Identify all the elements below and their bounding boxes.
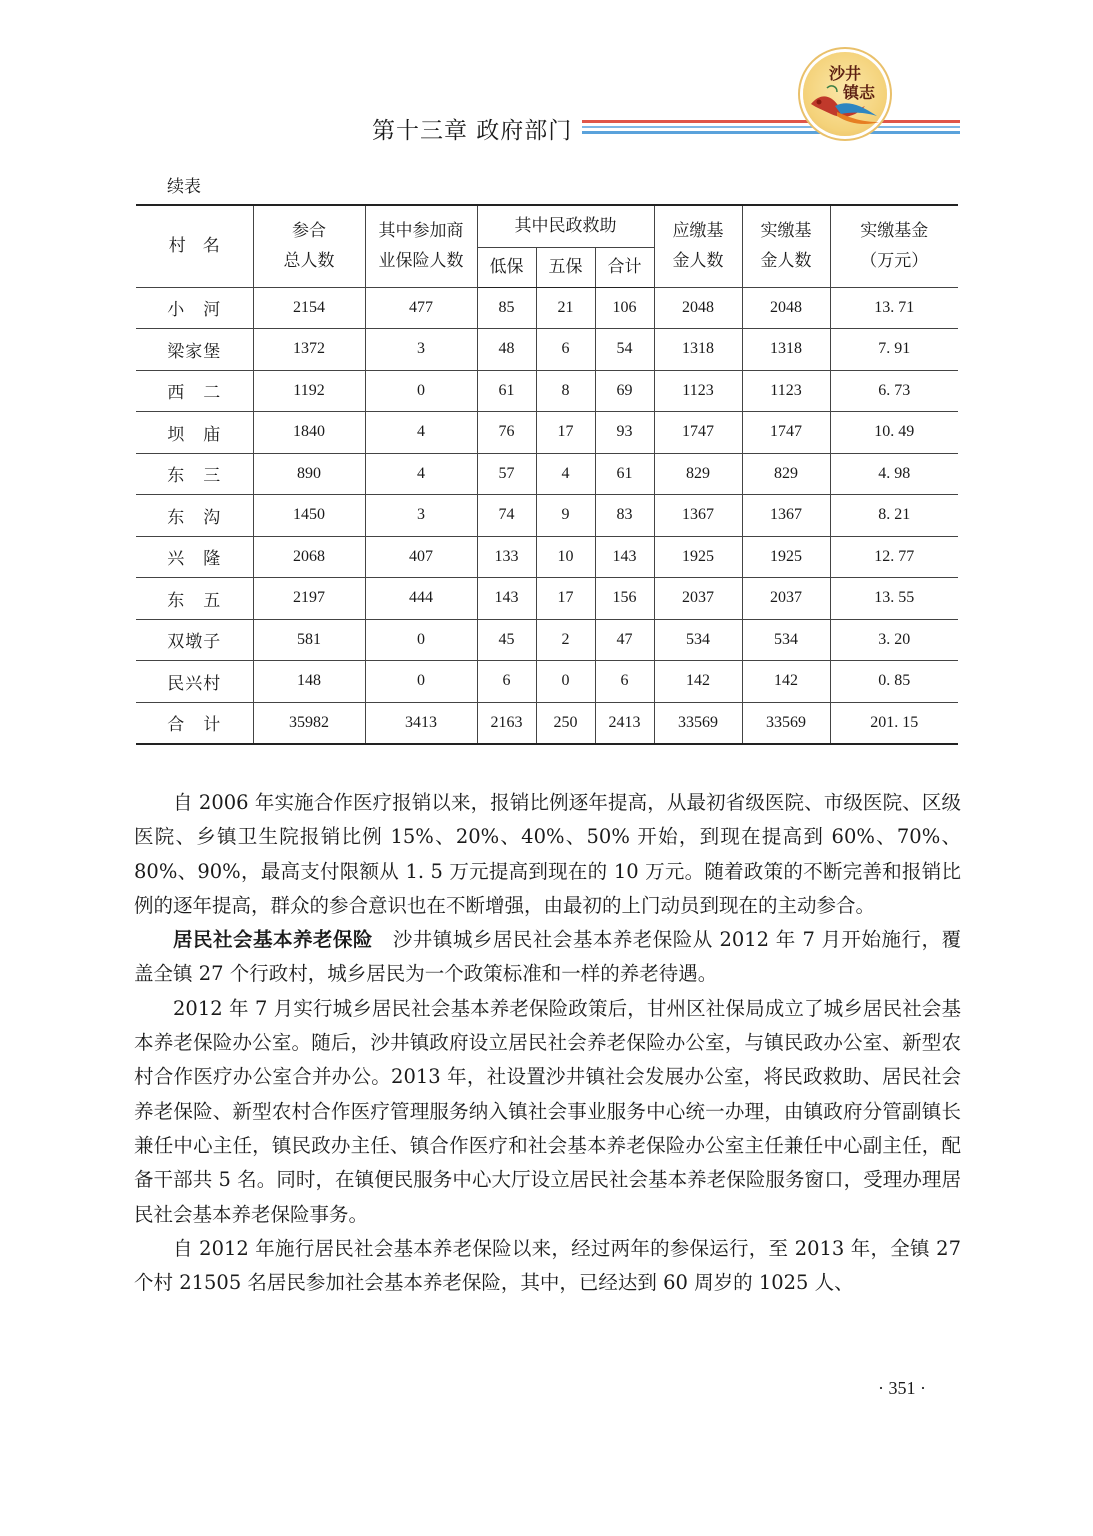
table-cell: 2048 xyxy=(654,287,742,329)
table-cell: 2197 xyxy=(253,578,365,620)
table-row xyxy=(136,578,958,620)
table-cell: 1192 xyxy=(253,370,365,412)
table-cell: 6 xyxy=(595,661,654,703)
table-cell: 69 xyxy=(595,370,654,412)
table-cell: 74 xyxy=(477,495,536,537)
village-name-cell: 梁家堡 xyxy=(136,329,253,371)
header-village-name: 村 名 xyxy=(136,205,253,287)
table-cell: 0 xyxy=(536,661,595,703)
table-cell: 1123 xyxy=(742,370,830,412)
table-cell: 33569 xyxy=(742,702,830,744)
header-due: 应缴基 金人数 xyxy=(654,205,742,287)
page-number: · 351 · xyxy=(878,1378,926,1398)
table-cell: 1318 xyxy=(654,329,742,371)
header-total: 参合 总人数 xyxy=(253,205,365,287)
table-cell: 534 xyxy=(742,619,830,661)
table-cell: 6 xyxy=(477,661,536,703)
book-seal-logo xyxy=(803,52,887,136)
table-body xyxy=(136,287,958,744)
village-name-cell: 坝 庙 xyxy=(136,412,253,454)
table-cell: 3 xyxy=(365,495,477,537)
table-cell: 2037 xyxy=(654,578,742,620)
table-cell: 1747 xyxy=(654,412,742,454)
paragraph: 2012 年 7 月实行城乡居民社会基本养老保险政策后，甘州区社保局成立了城乡居民社会基本养老保险办公室。随后，沙井镇政府设立居民社会养老保险办公室，与镇民政办公室、新型农村合作医疗办公室合并办公。2013 年，社设置沙井镇社会发展办公室，将民政救助、居民社会养老保险、新型农村合作医疗管理服务纳入镇社会事业服务中心统一办理，由镇政府分管副镇长兼任中心主任，镇民政办主任、镇合作医疗和社会基本养老保险办公室主任兼任中心副主任，配备干部共 5 名。同时，在镇便民服务中心大厅设立居民社会基本养老保险服务窗口，受理办理居民社会基本养老保险事务。 xyxy=(134,996,961,1226)
paragraph: 居民社会基本养老保险 沙井镇城乡居民社会基本养老保险从 2012 年 7 月开始施行，覆盖全镇 27 个行政村，城乡居民为一个政策标准和一样的养老待遇。 xyxy=(134,928,961,986)
header-wubao: 五保 xyxy=(536,247,595,287)
village-name-cell: 民兴村 xyxy=(136,661,253,703)
header-dibao: 低保 xyxy=(477,247,536,287)
seal-text: 沙井 镇志 xyxy=(829,64,876,102)
table-cell: 581 xyxy=(253,619,365,661)
table-cell: 8. 21 xyxy=(830,495,958,537)
table-cell: 444 xyxy=(365,578,477,620)
table-row xyxy=(136,536,958,578)
table-row xyxy=(136,453,958,495)
paragraph: 自 2006 年实施合作医疗报销以来，报销比例逐年提高，从最初省级医院、市级医院、区级医院、乡镇卫生院报销比例 15%、20%、40%、50% 开始，到现在提高到 60%、70%、80%、90%，最高支付限额从 1. 5 万元提高到现在的 10 万元。随着政策的不断完善和报销比例的逐年提高，群众的参合意识也在不断增强，由最初的上门动员到现在的主动参合。 xyxy=(134,791,961,917)
table-cell: 1367 xyxy=(742,495,830,537)
table-cell: 13. 55 xyxy=(830,578,958,620)
table-cell: 3. 20 xyxy=(830,619,958,661)
table-cell: 35982 xyxy=(253,702,365,744)
table-cell: 47 xyxy=(595,619,654,661)
table-cell: 17 xyxy=(536,578,595,620)
table-cell: 156 xyxy=(595,578,654,620)
table-cell: 4 xyxy=(365,412,477,454)
table-cell: 76 xyxy=(477,412,536,454)
table-row xyxy=(136,661,958,703)
statistics-table xyxy=(136,204,958,745)
village-name-cell: 小 河 xyxy=(136,287,253,329)
table-cell: 1747 xyxy=(742,412,830,454)
village-name-cell: 合 计 xyxy=(136,702,253,744)
table-row xyxy=(136,287,958,329)
village-name-cell: 东 三 xyxy=(136,453,253,495)
village-name-cell: 双墩子 xyxy=(136,619,253,661)
table-cell: 85 xyxy=(477,287,536,329)
table-cell: 8 xyxy=(536,370,595,412)
table-cell: 829 xyxy=(742,453,830,495)
table-row xyxy=(136,619,958,661)
table-cell: 142 xyxy=(742,661,830,703)
table-caption: 续表 xyxy=(167,177,201,197)
header-rule-lines xyxy=(582,118,960,136)
table-cell: 407 xyxy=(365,536,477,578)
table-cell: 534 xyxy=(654,619,742,661)
header-aid-total: 合计 xyxy=(595,247,654,287)
table-cell: 1925 xyxy=(654,536,742,578)
table-cell: 54 xyxy=(595,329,654,371)
table-cell: 106 xyxy=(595,287,654,329)
table-cell: 3 xyxy=(365,329,477,371)
table-cell: 83 xyxy=(595,495,654,537)
table-cell: 2413 xyxy=(595,702,654,744)
chapter-title: 第十三章 政府部门 xyxy=(372,118,573,144)
table-cell: 890 xyxy=(253,453,365,495)
table-cell: 201. 15 xyxy=(830,702,958,744)
table-cell: 0 xyxy=(365,619,477,661)
table-cell: 4 xyxy=(536,453,595,495)
table-cell: 12. 77 xyxy=(830,536,958,578)
table-cell: 1372 xyxy=(253,329,365,371)
table-cell: 10 xyxy=(536,536,595,578)
table-row xyxy=(136,702,958,744)
table-cell: 1925 xyxy=(742,536,830,578)
header-paid: 实缴基 金人数 xyxy=(742,205,830,287)
table-cell: 148 xyxy=(253,661,365,703)
table-row xyxy=(136,495,958,537)
table-cell: 2037 xyxy=(742,578,830,620)
table-cell: 1318 xyxy=(742,329,830,371)
table-cell: 829 xyxy=(654,453,742,495)
table-cell: 45 xyxy=(477,619,536,661)
header-fund: 实缴基金 （万元） xyxy=(830,205,958,287)
table-cell: 1367 xyxy=(654,495,742,537)
table-cell: 17 xyxy=(536,412,595,454)
table-row xyxy=(136,412,958,454)
table-cell: 4. 98 xyxy=(830,453,958,495)
header-commercial: 其中参加商 业保险人数 xyxy=(365,205,477,287)
table-cell: 3413 xyxy=(365,702,477,744)
section-heading: 居民社会基本养老保险 xyxy=(173,928,373,952)
header-aid-group: 其中民政救助 xyxy=(477,205,654,247)
table-cell: 10. 49 xyxy=(830,412,958,454)
table-cell: 2 xyxy=(536,619,595,661)
village-name-cell: 兴 隆 xyxy=(136,536,253,578)
table-cell: 13. 71 xyxy=(830,287,958,329)
table-cell: 6 xyxy=(536,329,595,371)
table-cell: 61 xyxy=(595,453,654,495)
table-cell: 2068 xyxy=(253,536,365,578)
table-cell: 143 xyxy=(595,536,654,578)
body-text xyxy=(134,786,961,1300)
table-cell: 9 xyxy=(536,495,595,537)
table-row xyxy=(136,370,958,412)
table-cell: 0. 85 xyxy=(830,661,958,703)
table-cell: 33569 xyxy=(654,702,742,744)
table-cell: 7. 91 xyxy=(830,329,958,371)
table-cell: 2154 xyxy=(253,287,365,329)
table-cell: 143 xyxy=(477,578,536,620)
table-cell: 0 xyxy=(365,370,477,412)
table-cell: 61 xyxy=(477,370,536,412)
table-cell: 21 xyxy=(536,287,595,329)
table-cell: 1123 xyxy=(654,370,742,412)
table-cell: 4 xyxy=(365,453,477,495)
table-cell: 2163 xyxy=(477,702,536,744)
table-cell: 93 xyxy=(595,412,654,454)
village-name-cell: 东 五 xyxy=(136,578,253,620)
table-cell: 477 xyxy=(365,287,477,329)
village-name-cell: 西 二 xyxy=(136,370,253,412)
table-cell: 6. 73 xyxy=(830,370,958,412)
table-cell: 57 xyxy=(477,453,536,495)
table-cell: 2048 xyxy=(742,287,830,329)
paragraph: 自 2012 年施行居民社会基本养老保险以来，经过两年的参保运行，至 2013 年，全镇 27 个村 21505 名居民参加社会基本养老保险，其中，已经达到 60 周岁的 1025 人、 xyxy=(134,1236,961,1295)
village-name-cell: 东 沟 xyxy=(136,495,253,537)
table-cell: 0 xyxy=(365,661,477,703)
table-cell: 250 xyxy=(536,702,595,744)
table-row xyxy=(136,329,958,371)
table-cell: 48 xyxy=(477,329,536,371)
table-cell: 1840 xyxy=(253,412,365,454)
table-cell: 133 xyxy=(477,536,536,578)
table-cell: 142 xyxy=(654,661,742,703)
table-cell: 1450 xyxy=(253,495,365,537)
